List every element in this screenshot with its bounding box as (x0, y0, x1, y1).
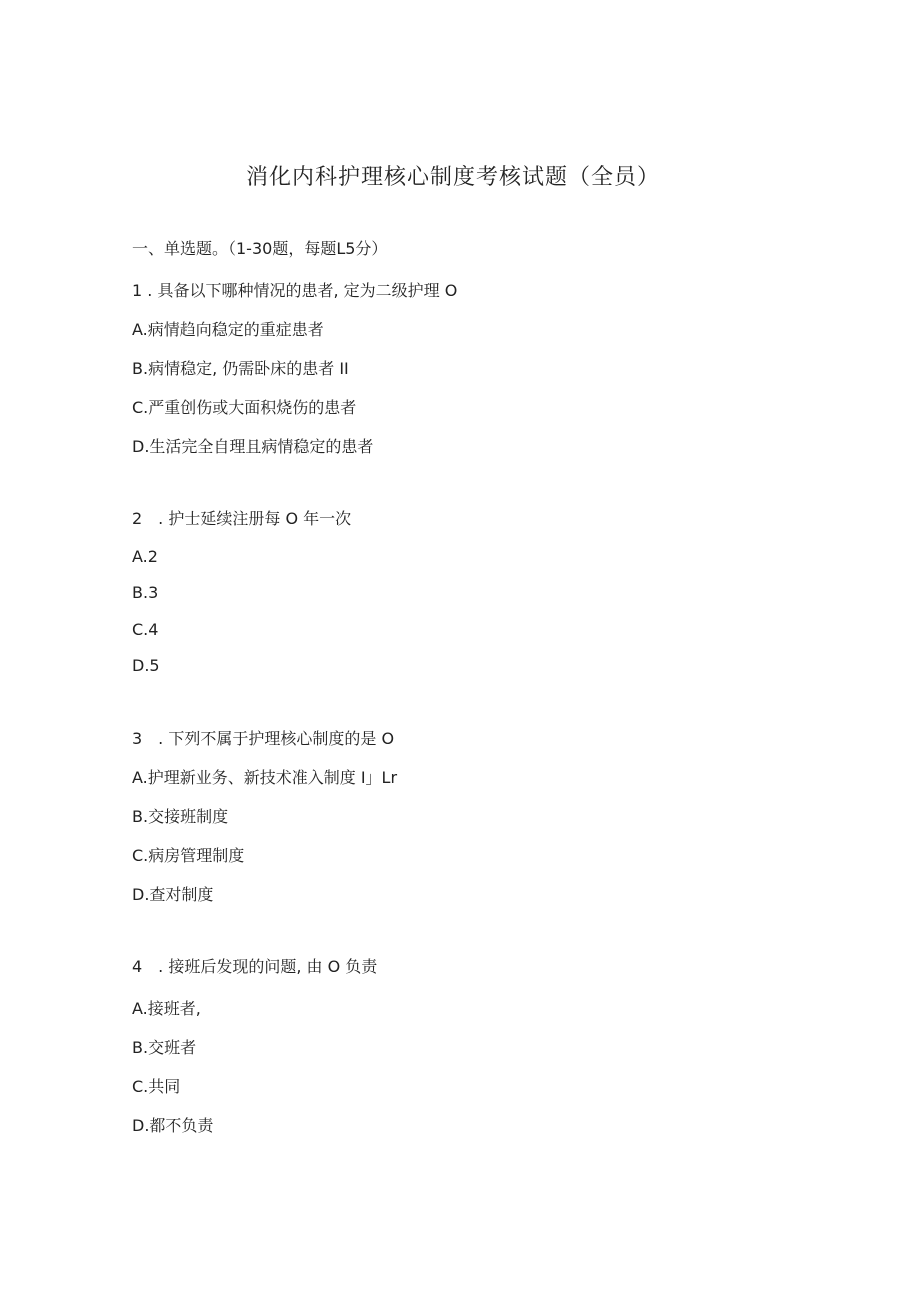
question-4-option-b: B.交班者 (132, 1038, 197, 1057)
question-3-stem: 3 . 下列不属于护理核心制度的是 O (132, 729, 395, 748)
question-2-option-a: A.2 (132, 547, 158, 566)
question-4-option-d: D.都不负责 (132, 1116, 214, 1135)
question-1-option-d: D.生活完全自理且病情稳定的患者 (132, 437, 374, 456)
question-4-stem: 4 . 接班后发现的问题, 由 O 负责 (132, 957, 378, 976)
question-3-option-d: D.查对制度 (132, 885, 214, 904)
question-3-option-a: A.护理新业务、新技术准入制度 I」Lr (132, 768, 398, 787)
question-2-stem: 2 . 护士延续注册每 O 年一次 (132, 509, 352, 528)
question-1-option-a: A.病情趋向稳定的重症患者 (132, 320, 324, 339)
question-1-stem: 1 . 具备以下哪种情况的患者, 定为二级护理 O (132, 281, 458, 300)
question-2-option-b: B.3 (132, 583, 159, 602)
question-3-option-b: B.交接班制度 (132, 807, 229, 826)
document-title: 消化内科护理核心制度考核试题（全员） (245, 165, 660, 190)
question-4-option-c: C.共同 (132, 1077, 181, 1096)
question-4-option-a: A.接班者, (132, 999, 201, 1018)
question-3-option-c: C.病房管理制度 (132, 846, 245, 865)
question-1-option-c: C.严重创伤或大面积烧伤的患者 (132, 398, 357, 417)
section-heading: 一、单选题。（1-30题，每题L5分） (132, 239, 388, 258)
question-2-option-c: C.4 (132, 620, 159, 639)
question-1-option-b: B.病情稳定, 仍需卧床的患者 II (132, 359, 349, 378)
question-2-option-d: D.5 (132, 656, 160, 675)
